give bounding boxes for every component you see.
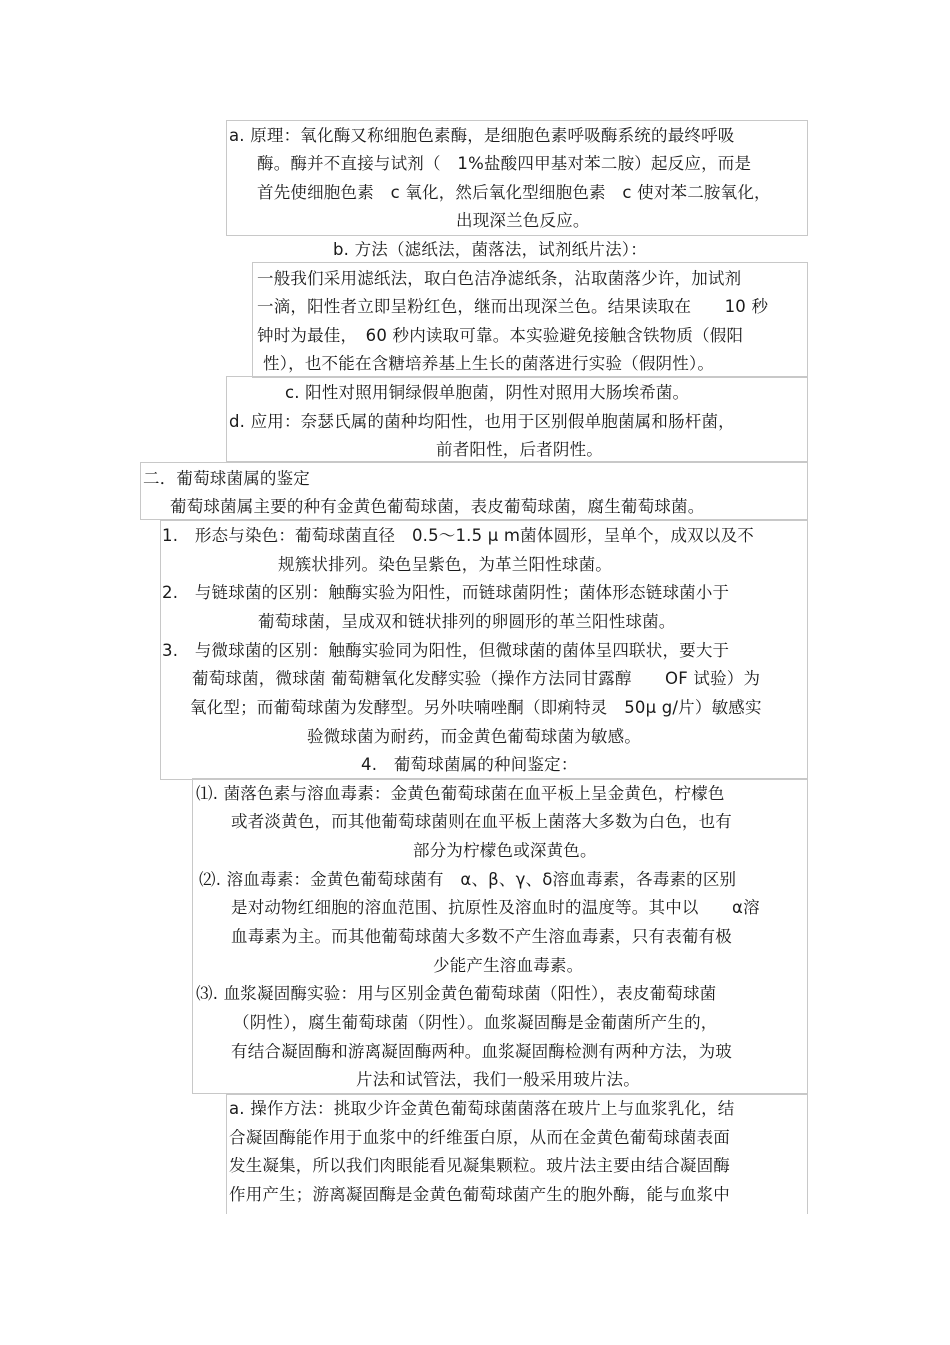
text-line: ⑴. 菌落色素与溶血毒素：金黄色葡萄球菌在血平板上呈金黄色，柠檬色 [196, 784, 725, 803]
text-line: 1. 形态与染色：葡萄球菌直径 0.5～1.5 μ m菌体圆形，呈单个，成双以及不 [162, 526, 754, 545]
text-line: ⑵. 溶血毒素：金黄色葡萄球菌有 α、β、γ、δ溶血毒素，各毒素的区别 [199, 870, 737, 889]
text-line: 有结合凝固酶和游离凝固酶两种。血浆凝固酶检测有两种方法，为玻 [231, 1042, 732, 1061]
text-line: 钟时为最佳， 60 秒内读取可靠。本实验避免接触含铁物质（假阳 [257, 326, 744, 345]
text-line: 一般我们采用滤纸法，取白色洁净滤纸条，沾取菌落少许，加试剂 [257, 269, 742, 288]
text-line: c. 阳性对照用铜绿假单胞菌，阴性对照用大肠埃希菌。 [285, 383, 690, 402]
text-line: 验微球菌为耐药，而金黄色葡萄球菌为敏感。 [307, 727, 641, 746]
text-line: （阴性），腐生葡萄球菌（阴性）。血浆凝固酶是金葡菌所产生的， [233, 1013, 718, 1032]
text-line: 部分为柠檬色或深黄色。 [413, 841, 597, 860]
text-line: 4. 葡萄球菌属的种间鉴定： [361, 755, 578, 774]
text-line: 或者淡黄色，而其他葡萄球菌则在血平板上菌落大多数为白色，也有 [231, 812, 732, 831]
text-line: 葡萄球菌，微球菌 葡萄糖氧化发酵实验（操作方法同甘露醇 OF 试验）为 [192, 669, 761, 688]
text-line: 首先使细胞色素 c 氧化，然后氧化型细胞色素 c 使对苯二胺氧化， [257, 183, 771, 202]
section-heading: 二．葡萄球菌属的鉴定 [143, 469, 310, 488]
text-line: 酶。酶并不直接与试剂（ 1%盐酸四甲基对苯二胺）起反应，而是 [257, 154, 752, 173]
text-line: 葡萄球菌属主要的种有金黄色葡萄球菌，表皮葡萄球菌，腐生葡萄球菌。 [170, 497, 705, 516]
text-line: 一滴，阳性者立即呈粉红色，继而出现深兰色。结果读取在 10 秒 [257, 297, 769, 316]
text-line: 出现深兰色反应。 [456, 211, 590, 230]
text-line: 前者阳性，后者阴性。 [436, 440, 603, 459]
text-line: 氧化型；而葡萄球菌为发酵型。另外呋喃唑酮（即痢特灵 50μ g/片）敏感实 [190, 698, 762, 717]
text-line: 葡萄球菌，呈成双和链状排列的卵圆形的革兰阳性球菌。 [258, 612, 676, 631]
text-line: 是对动物红细胞的溶血范围、抗原性及溶血时的温度等。其中以 α溶 [231, 898, 760, 917]
text-line: 性），也不能在含糖培养基上生长的菌落进行实验（假阴性）。 [263, 354, 715, 373]
text-line: 规簇状排列。染色呈紫色，为革兰阳性球菌。 [278, 555, 612, 574]
text-line: ⑶. 血浆凝固酶实验：用与区别金黄色葡萄球菌（阳性），表皮葡萄球菌 [196, 984, 717, 1003]
text-line: 发生凝集，所以我们肉眼能看见凝集颗粒。玻片法主要由结合凝固酶 [229, 1156, 730, 1175]
text-line: 少能产生溶血毒素。 [433, 956, 584, 975]
text-line: 作用产生；游离凝固酶是金黄色葡萄球菌产生的胞外酶，能与血浆中 [229, 1185, 730, 1204]
text-line: 血毒素为主。而其他葡萄球菌大多数不产生溶血毒素，只有表葡有极 [231, 927, 732, 946]
text-line: a. 原理：氧化酶又称细胞色素酶，是细胞色素呼吸酶系统的最终呼吸 [229, 126, 735, 145]
text-line: d. 应用：奈瑟氏属的菌种均阳性，也用于区别假单胞菌属和肠杆菌， [229, 412, 735, 431]
text-line: a. 操作方法：挑取少许金黄色葡萄球菌菌落在玻片上与血浆乳化，结 [229, 1099, 735, 1118]
text-line: 片法和试管法，我们一般采用玻片法。 [356, 1070, 640, 1089]
text-line: 合凝固酶能作用于血浆中的纤维蛋白原，从而在金黄色葡萄球菌表面 [229, 1128, 730, 1147]
text-line: 2. 与链球菌的区别：触酶实验为阳性，而链球菌阴性；菌体形态链球菌小于 [162, 583, 730, 602]
text-line: b. 方法（滤纸法，菌落法，试剂纸片法）： [333, 240, 647, 259]
text-line: 3. 与微球菌的区别：触酶实验同为阳性，但微球菌的菌体呈四联状，要大于 [162, 641, 730, 660]
